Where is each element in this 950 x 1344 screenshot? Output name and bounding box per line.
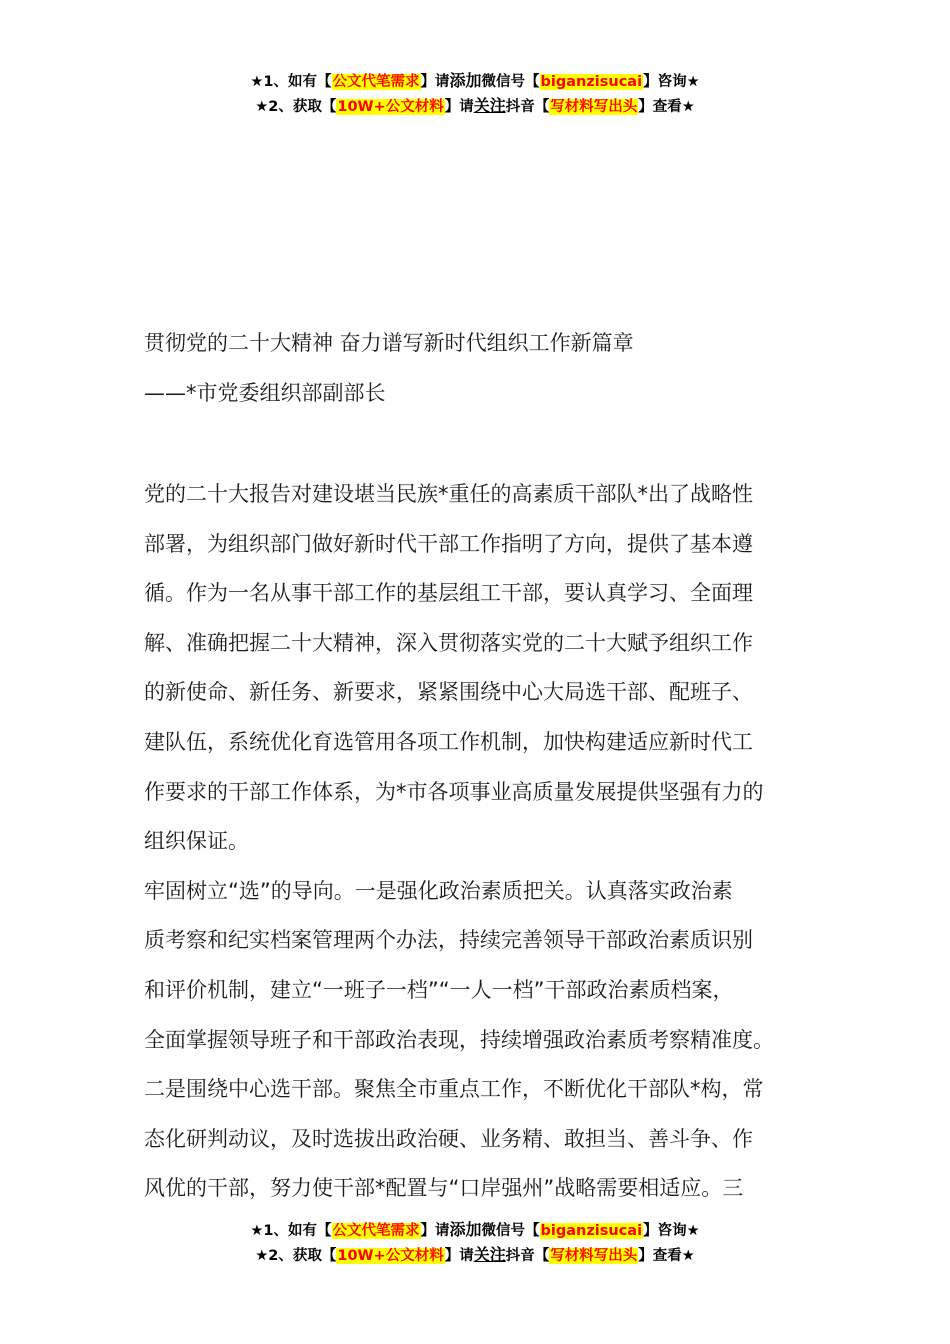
promo-text: 】咨询★ [643, 74, 700, 90]
promo-text: ★1、如有【 [250, 74, 332, 90]
body-line: 二是围绕中心选干部。聚焦全市重点工作，不断优化干部队*构，常 [144, 1077, 764, 1102]
promo-emphasis: 关注 [473, 96, 506, 115]
body-line: 解、准确把握二十大精神，深入贯彻落实党的二十大赋予组织工作 [144, 630, 753, 655]
promo-text: 】请 [420, 1223, 450, 1239]
highlight-wechat-id: biganzisucai [540, 74, 643, 90]
document-subtitle: ——*市党委组织部副部长 [144, 381, 386, 405]
body-line: 风优的干部，努力使干部*配置与“口岸强州”战略需要相适应。三 [144, 1176, 744, 1201]
promo-text: ★2、获取【 [255, 99, 337, 115]
promo-text: 】请 [444, 1248, 474, 1264]
highlight-service: 公文代笔需求 [332, 1223, 420, 1239]
body-line: 质考察和纪实档案管理两个办法，持续完善领导干部政治素质识别 [144, 928, 753, 953]
promo-banner-top [0, 68, 950, 118]
promo-emphasis: 添加 [449, 1220, 482, 1239]
promo-banner-bottom [0, 1217, 950, 1267]
promo-text: ★1、如有【 [250, 1223, 332, 1239]
document-body [144, 478, 834, 1222]
promo-text: 抖音【 [505, 99, 550, 115]
highlight-douyin: 写材料写出头 [550, 1248, 638, 1264]
promo-line-2 [0, 1242, 950, 1267]
body-line: 组织保证。 [144, 829, 249, 854]
promo-text: 】咨询★ [643, 1223, 700, 1239]
promo-text: 】查看★ [638, 1248, 695, 1264]
highlight-materials: 10W+公文材料 [337, 1248, 444, 1264]
body-line: 态化研判动议，及时选拔出政治硬、业务精、敢担当、善斗争、作 [144, 1126, 753, 1151]
highlight-douyin: 写材料写出头 [550, 99, 638, 115]
promo-text: ★2、获取【 [255, 1248, 337, 1264]
document-title: 贯彻党的二十大精神 奋力谱写新时代组织工作新篇章 [144, 331, 634, 355]
promo-line-1 [0, 68, 950, 93]
promo-line-1 [0, 1217, 950, 1242]
promo-text: 】查看★ [638, 99, 695, 115]
body-line: 部署，为组织部门做好新时代干部工作指明了方向，提供了基本遵 [144, 531, 753, 556]
body-line: 牢固树立“选”的导向。一是强化政治素质把关。认真落实政治素 [144, 878, 733, 903]
highlight-materials: 10W+公文材料 [337, 99, 444, 115]
highlight-service: 公文代笔需求 [332, 74, 420, 90]
promo-text: 抖音【 [505, 1248, 550, 1264]
body-line: 循。作为一名从事干部工作的基层组工干部，要认真学习、全面理 [144, 581, 753, 606]
body-line: 和评价机制，建立“一班子一档”“一人一档”干部政治素质档案， [144, 977, 734, 1002]
promo-text: 】请 [420, 74, 450, 90]
promo-text: 微信号【 [481, 1223, 540, 1239]
body-line: 党的二十大报告对建设堪当民族*重任的高素质干部队*出了战略性 [144, 482, 753, 506]
promo-text: 微信号【 [481, 74, 540, 90]
promo-emphasis: 关注 [473, 1245, 506, 1264]
body-line: 的新使命、新任务、新要求，紧紧围绕中心大局选干部、配班子、 [144, 680, 753, 705]
body-line: 建队伍，系统优化育选管用各项工作机制，加快构建适应新时代工 [144, 729, 753, 754]
body-line: 全面掌握领导班子和干部政治表现，持续增强政治素质考察精准度。 [144, 1027, 774, 1052]
promo-text: 】请 [444, 99, 474, 115]
promo-line-2 [0, 93, 950, 118]
body-line: 作要求的干部工作体系，为*市各项事业高质量发展提供坚强有力的 [144, 779, 764, 804]
highlight-wechat-id: biganzisucai [540, 1223, 643, 1239]
promo-emphasis: 添加 [449, 71, 482, 90]
